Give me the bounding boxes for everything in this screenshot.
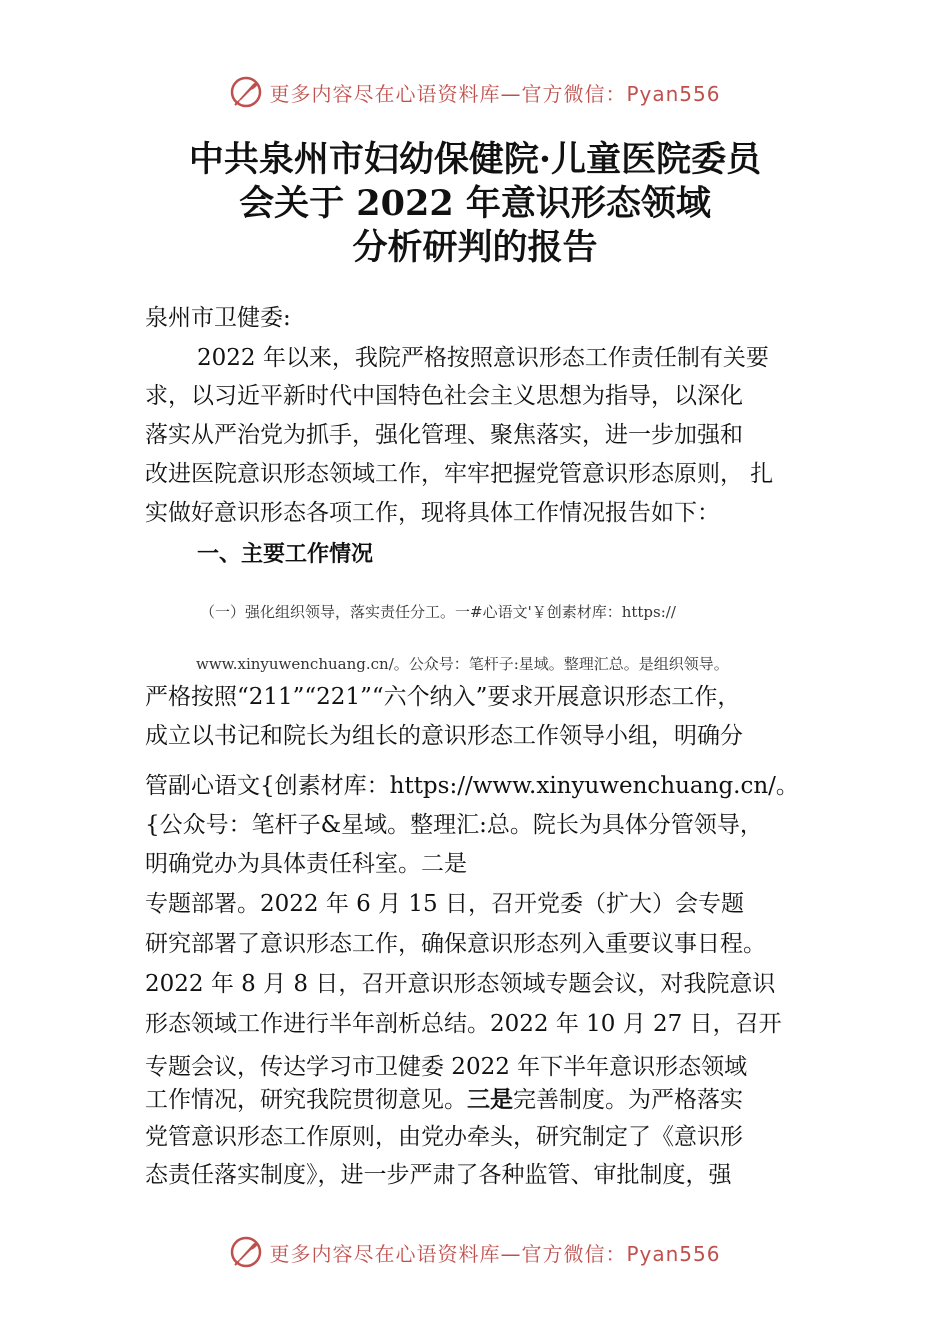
paragraph-line: 改进医院意识形态领域工作，牢牢把握党管意识形态原则， 扎 — [145, 461, 774, 487]
salutation: 泉州市卫健委: — [145, 305, 291, 331]
text-run: 完善制度。为严格落实 — [513, 1087, 743, 1113]
paragraph-line: 2022 年 8 月 8 日，召开意识形态领域专题会议，对我院意识 — [145, 971, 776, 997]
paragraph-line: 态责任落实制度》，进一步严肃了各种监管、审批制度，强 — [145, 1162, 732, 1188]
title-line-1: 中共泉州市妇幼保健院·儿童医院委员 — [188, 139, 762, 180]
title-line-3: 分析研判的报告 — [352, 227, 598, 268]
document-title — [0, 138, 950, 270]
title-line-2: 会关于 2022 年意识形态领域 — [239, 183, 711, 224]
paragraph-line: 2022 年以来，我院严格按照意识形态工作责任制有关要 — [197, 345, 769, 371]
paragraph-line: 成立以书记和院长为组长的意识形态工作领导小组，明确分 — [145, 723, 743, 749]
paragraph-line — [145, 1085, 743, 1115]
quill-logo-icon — [229, 1235, 263, 1269]
paragraph-line: {公众号：笔杆子&星域。整理汇:总。院长为具体分管领导， — [145, 812, 763, 838]
paragraph-line: 形态领域工作进行半年剖析总结。2022 年 10 月 27 日，召开 — [145, 1011, 782, 1037]
section-heading: 一、主要工作情况 — [197, 542, 374, 567]
paragraph-line: 研究部署了意识形态工作，确保意识形态列入重要议事日程。 — [145, 931, 766, 957]
text-run: 工作情况，研究我院贯彻意见。 — [145, 1087, 467, 1113]
paragraph-line: 管副心语文{创素材库：https://www.xinyuwenchuang.cn/。 — [145, 773, 799, 799]
paragraph-line: 求，以习近平新时代中国特色社会主义思想为指导，以深化 — [145, 383, 743, 409]
emphasis-text: 三是 — [467, 1087, 513, 1113]
paragraph-line: 实做好意识形态各项工作，现将具体工作情况报告如下： — [145, 500, 720, 526]
quill-logo-icon — [229, 75, 263, 109]
small-text-line: www.xinyuwenchuang.cn/。公众号：笔杆子:星域。整理汇总。是组织领导。 — [196, 655, 729, 673]
paragraph-line: 专题部署。2022 年 6 月 15 日，召开党委（扩大）会专题 — [145, 891, 744, 917]
paragraph-line: 党管意识形态工作原则，由党办牵头，研究制定了《意识形 — [145, 1124, 743, 1150]
paragraph-line: 落实从严治党为抓手，强化管理、聚焦落实，进一步加强和 — [145, 422, 743, 448]
paragraph-line: 专题会议，传达学习市卫健委 2022 年下半年意识形态领域 — [145, 1054, 748, 1080]
paragraph-line: 严格按照“211”“221”“六个纳入”要求开展意识形态工作， — [145, 684, 741, 710]
header-banner — [0, 72, 950, 112]
small-text-line: （一）强化组织领导，落实责任分工。一#心语文'￥创素材库：https:// — [200, 603, 676, 621]
banner-text: 更多内容尽在心语资料库—官方微信：Pyan556 — [269, 81, 721, 106]
banner-text: 更多内容尽在心语资料库—官方微信：Pyan556 — [269, 1241, 721, 1266]
paragraph-line: 明确党办为具体责任科室。二是 — [145, 851, 467, 877]
footer-banner — [0, 1232, 950, 1272]
